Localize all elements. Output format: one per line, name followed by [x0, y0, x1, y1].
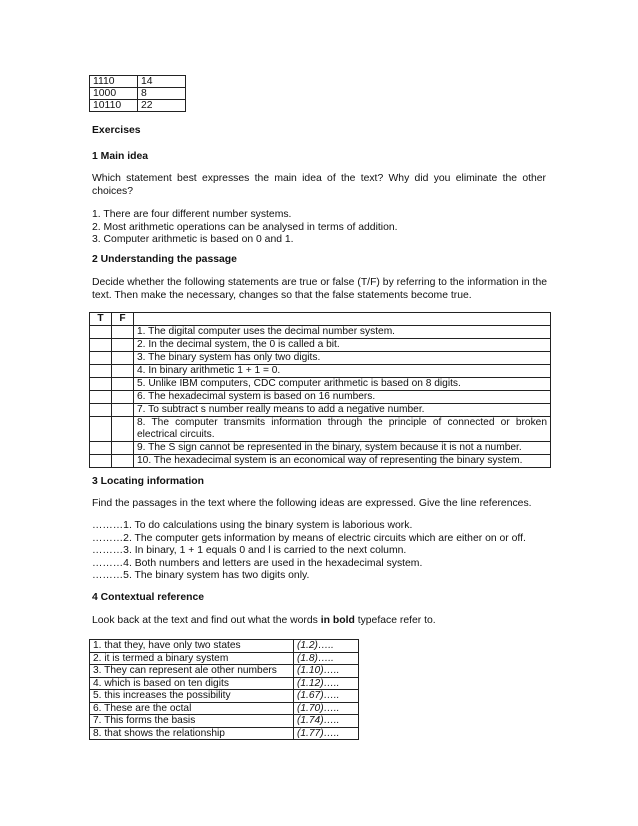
t-cell[interactable] [90, 442, 112, 455]
line-ref-cell[interactable]: (1.8)….. [294, 652, 359, 665]
f-cell[interactable] [112, 378, 134, 391]
prompt-bold-text: in bold [320, 615, 355, 626]
phrase-cell: 1. that they, have only two states [90, 640, 294, 653]
binary-cell: 1000 [90, 88, 138, 100]
reference-table [89, 639, 359, 740]
list-item: 1. There are four different number systems. [92, 209, 292, 220]
table-row [90, 665, 359, 678]
table-row [90, 640, 359, 653]
list-item: ………5. The binary system has two digits only. [92, 570, 310, 582]
t-cell[interactable] [90, 404, 112, 417]
f-cell[interactable] [112, 442, 134, 455]
table-row [90, 365, 551, 378]
f-cell[interactable] [112, 326, 134, 339]
section-2-heading: 2 Understanding the passage [92, 254, 237, 265]
section-2-prompt: Decide whether the following statements are true or false (T/F) by referring to the information in the text. Then make the necessary, changes so that the false statements become true. [92, 277, 547, 301]
t-cell[interactable] [90, 391, 112, 404]
decimal-cell: 14 [138, 76, 186, 88]
table-row [90, 455, 551, 468]
line-ref-cell[interactable]: (1.2)….. [294, 640, 359, 653]
statement-cell: 7. To subtract s number really means to add a negative number. [134, 404, 551, 417]
f-cell[interactable] [112, 365, 134, 378]
phrase-cell: 2. it is termed a binary system [90, 652, 294, 665]
section-1-prompt: Which statement best expresses the main idea of the text? Why did you eliminate the other choices? [92, 173, 546, 197]
line-ref-cell[interactable]: (1.67)….. [294, 690, 359, 703]
phrase-cell: 6. These are the octal [90, 702, 294, 715]
table-row [90, 715, 359, 728]
t-cell[interactable] [90, 378, 112, 391]
table-row [90, 690, 359, 703]
section-3-heading: 3 Locating information [92, 476, 204, 487]
section-3-prompt: Find the passages in the text where the following ideas are expressed. Give the line references. [92, 498, 532, 509]
list-item: ………4. Both numbers and letters are used in the hexadecimal system. [92, 557, 423, 569]
statement-cell: 1. The digital computer uses the decimal number system. [134, 326, 551, 339]
binary-table [89, 75, 186, 112]
f-cell[interactable] [112, 404, 134, 417]
statement-cell: 5. Unlike IBM computers, CDC computer arithmetic is based on 8 digits. [134, 378, 551, 391]
column-t-header: T [90, 313, 112, 326]
t-cell[interactable] [90, 417, 112, 442]
statement-cell: 10. The hexadecimal system is an economical way of representing the binary system. [134, 455, 551, 468]
f-cell[interactable] [112, 339, 134, 352]
t-cell[interactable] [90, 339, 112, 352]
section-4-heading: 4 Contextual reference [92, 592, 205, 603]
section-1-choices [92, 209, 552, 247]
list-item: ………3. In binary, 1 + 1 equals 0 and l is carried to the next column. [92, 545, 407, 557]
statement-cell: 8. The computer transmits information through the principle of connected or broken electrical circuits. [134, 417, 551, 442]
line-ref-cell[interactable]: (1.74)….. [294, 715, 359, 728]
line-ref-cell[interactable]: (1.10)….. [294, 665, 359, 678]
phrase-cell: 3. They can represent ale other numbers [90, 665, 294, 678]
phrase-cell: 4. which is based on ten digits [90, 677, 294, 690]
table-row [90, 76, 186, 88]
list-item: 3. Computer arithmetic is based on 0 and 1. [92, 234, 294, 246]
line-ref-cell[interactable]: (1.12)….. [294, 677, 359, 690]
section-3-items [92, 520, 552, 583]
t-cell[interactable] [90, 326, 112, 339]
true-false-table [89, 312, 551, 468]
section-1-heading: 1 Main idea [92, 151, 149, 162]
list-item: ………2. The computer gets information by means of electric circuits which are either on or off. [92, 532, 526, 544]
table-row [90, 326, 551, 339]
t-cell[interactable] [90, 352, 112, 365]
line-ref-cell[interactable]: (1.77)….. [294, 727, 359, 740]
statement-cell: 6. The hexadecimal system is based on 16 numbers. [134, 391, 551, 404]
phrase-cell: 8. that shows the relationship [90, 727, 294, 740]
table-row [90, 652, 359, 665]
f-cell[interactable] [112, 352, 134, 365]
decimal-cell: 22 [138, 100, 186, 112]
table-row [90, 313, 551, 326]
table-row [90, 417, 551, 442]
table-row [90, 727, 359, 740]
t-cell[interactable] [90, 455, 112, 468]
statement-cell: 2. In the decimal system, the 0 is called a bit. [134, 339, 551, 352]
prompt-text: Look back at the text and find out what the words [92, 615, 321, 626]
decimal-cell: 8 [138, 88, 186, 100]
table-row [90, 339, 551, 352]
statement-cell: 3. The binary system has only two digits. [134, 352, 551, 365]
table-row [90, 404, 551, 417]
column-f-header: F [112, 313, 134, 326]
table-row [90, 352, 551, 365]
binary-cell: 10110 [90, 100, 138, 112]
line-ref-cell[interactable]: (1.70)….. [294, 702, 359, 715]
phrase-cell: 5. this increases the possibility [90, 690, 294, 703]
statement-cell: 9. The S sign cannot be represented in the binary, system because it is not a number. [134, 442, 551, 455]
f-cell[interactable] [112, 417, 134, 442]
prompt-text: typeface refer to. [354, 615, 436, 626]
table-row [90, 100, 186, 112]
table-row [90, 88, 186, 100]
table-row [90, 378, 551, 391]
list-item: ………1. To do calculations using the binary system is laborious work. [92, 520, 413, 531]
section-4-prompt [92, 614, 552, 627]
list-item: 2. Most arithmetic operations can be analysed in terms of addition. [92, 221, 398, 233]
table-row [90, 677, 359, 690]
f-cell[interactable] [112, 391, 134, 404]
table-row [90, 702, 359, 715]
table-row [90, 442, 551, 455]
t-cell[interactable] [90, 365, 112, 378]
statement-cell: 4. In binary arithmetic 1 + 1 = 0. [134, 365, 551, 378]
binary-cell: 1110 [90, 76, 138, 88]
exercises-heading: Exercises [92, 125, 141, 136]
statement-header-cell [134, 313, 551, 326]
phrase-cell: 7. This forms the basis [90, 715, 294, 728]
table-row [90, 391, 551, 404]
f-cell[interactable] [112, 455, 134, 468]
